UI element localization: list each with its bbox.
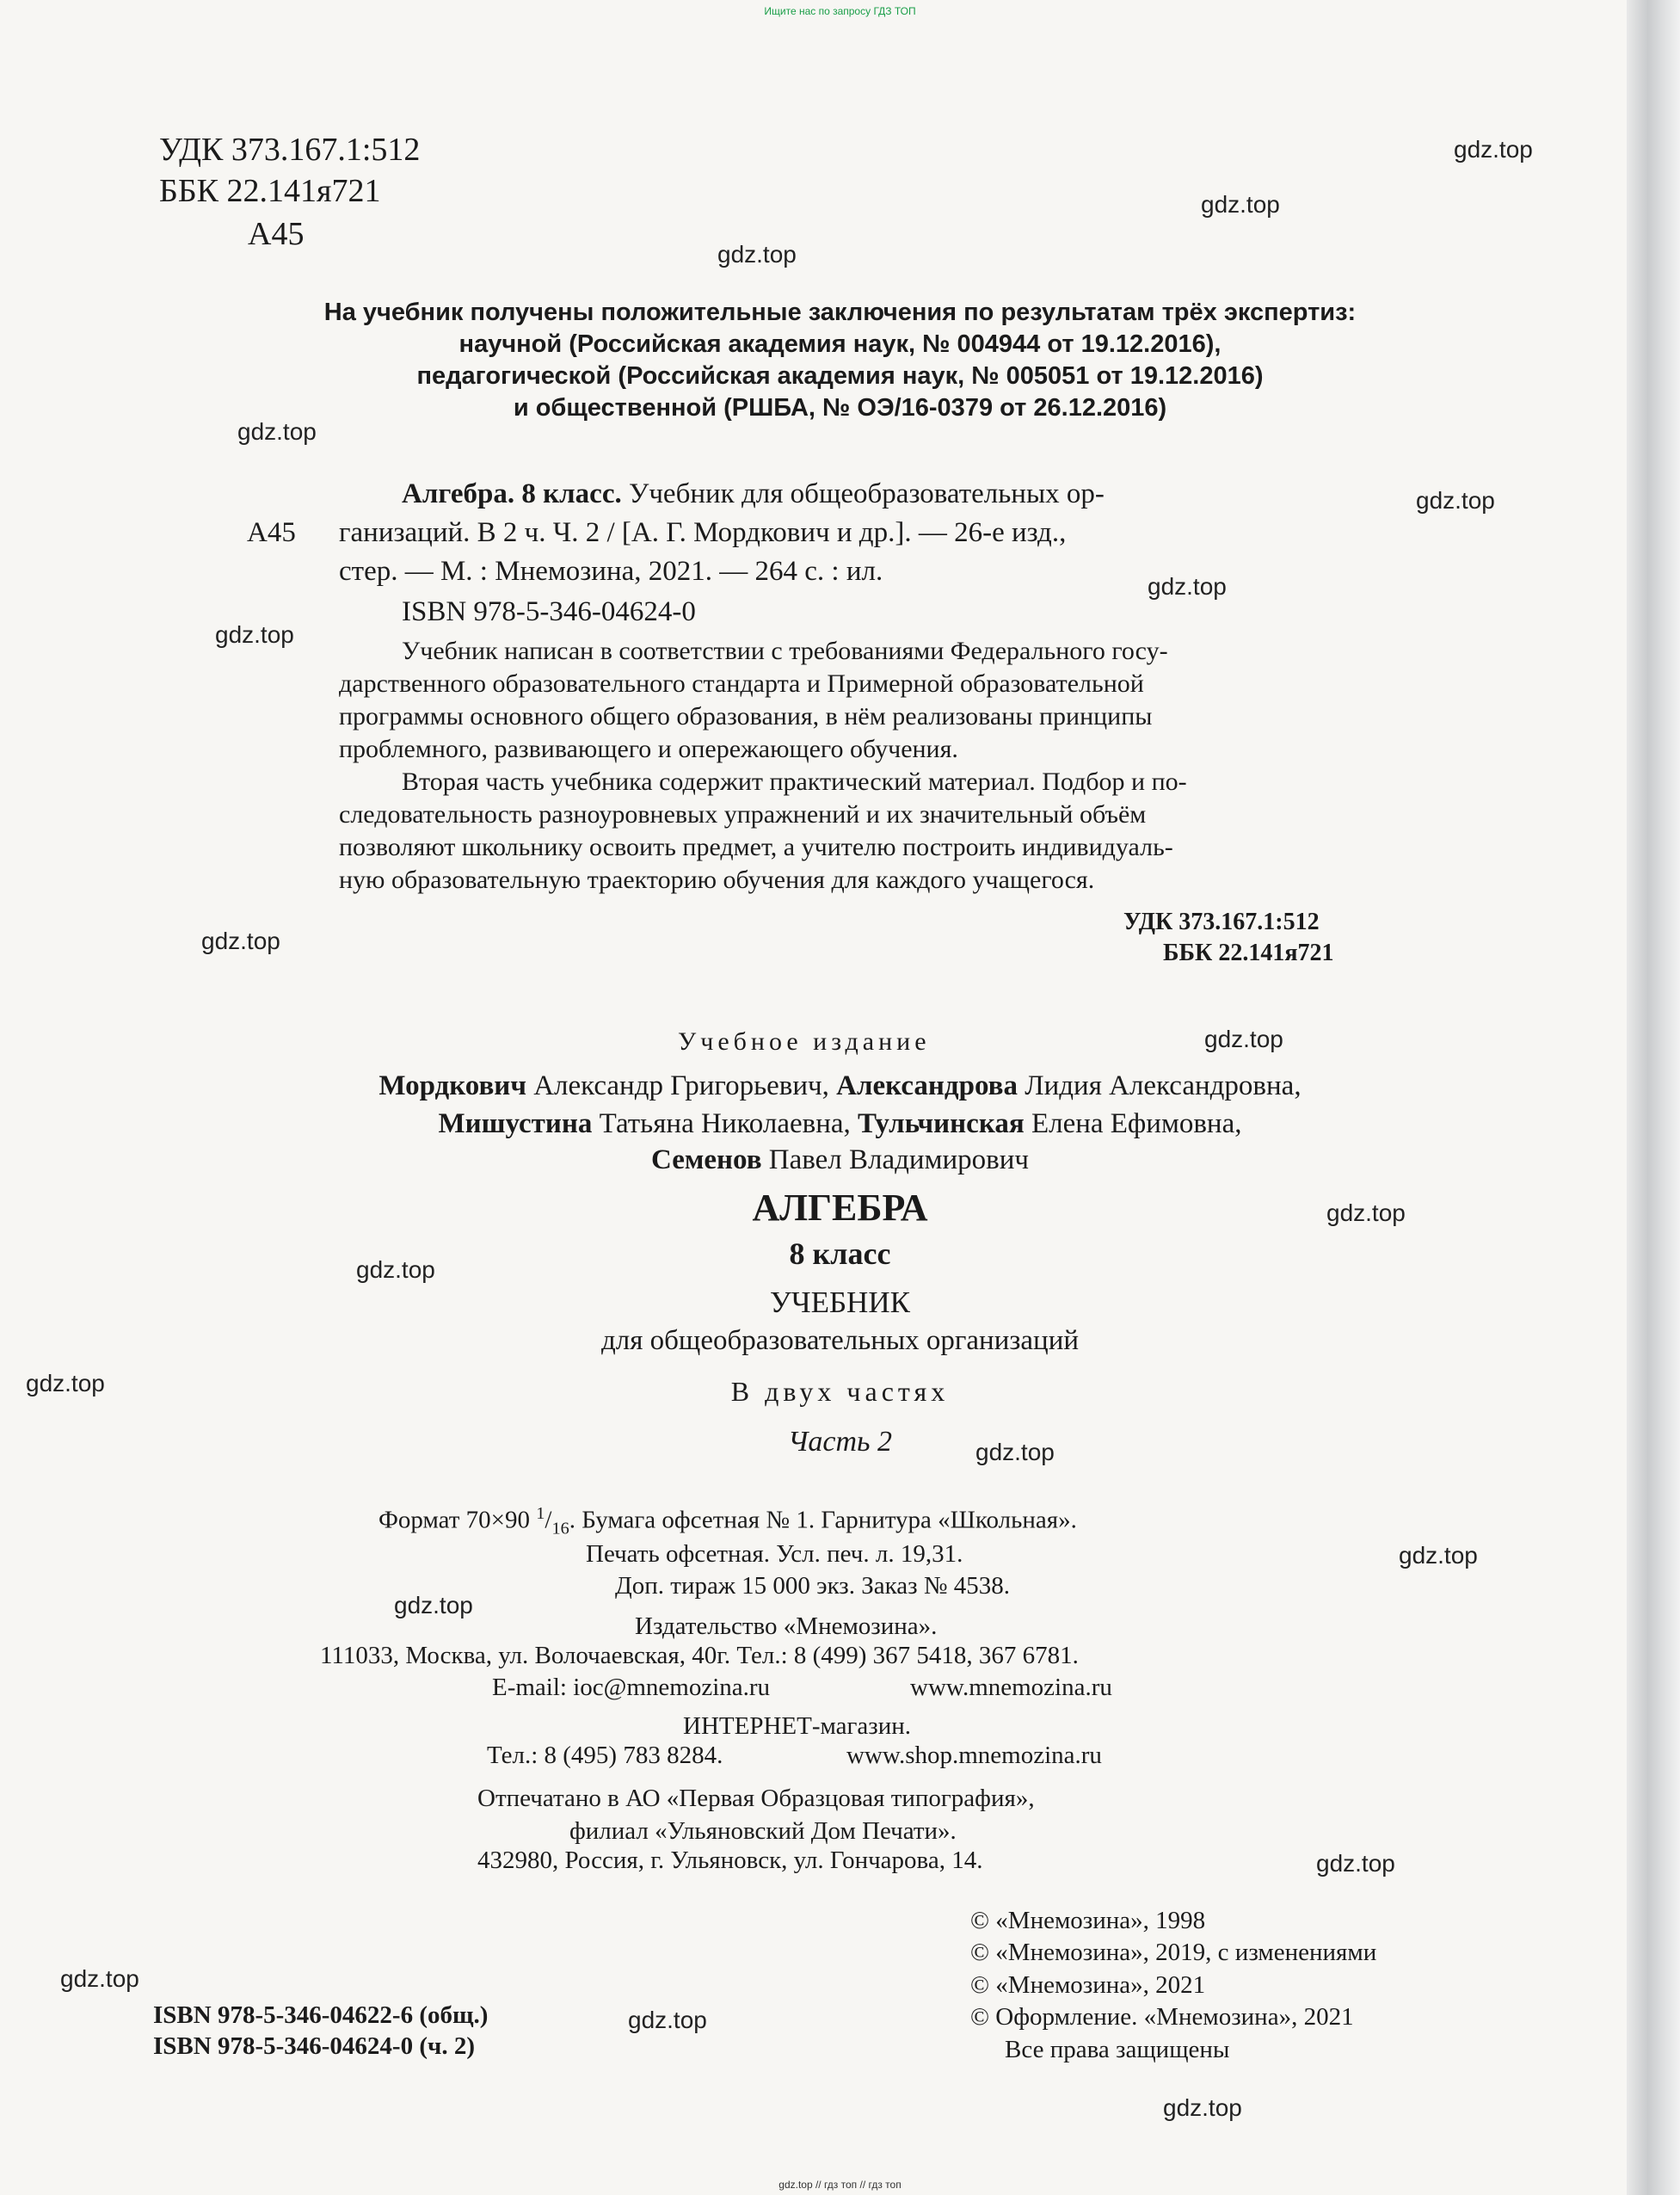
header-bbk: ББК 22.141я721 <box>159 173 381 209</box>
author-2-name: Лидия Александровна, <box>1025 1070 1302 1101</box>
bottom-note: gdz.top // гдз топ // гдз топ <box>778 2179 902 2191</box>
watermark: gdz.top <box>1326 1199 1406 1226</box>
watermark: gdz.top <box>1454 136 1533 163</box>
expertise-line-4: и общественной (РШБА, № ОЭ/16-0379 от 26.12.2016) <box>513 394 1167 422</box>
author-3-surname: Мишустина <box>438 1108 593 1139</box>
book-for: для общеобразовательных организаций <box>600 1325 1080 1356</box>
watermark: gdz.top <box>26 1370 105 1397</box>
isbn-general: ISBN 978-5-346-04622-6 (общ.) <box>153 2001 489 2029</box>
copyright-3: © «Мнемозина», 2021 <box>970 1971 1206 1999</box>
print-line-2: Печать офсетная. Усл. печ. л. 19,31. <box>586 1540 963 1568</box>
author-1-surname: Мордкович <box>378 1070 526 1101</box>
expertise-line-1: На учебник получены положительные заключения по результатам трёх экспертиз: <box>323 299 1357 326</box>
publisher-address: 111033, Москва, ул. Волочаевская, 40г. Тел.: 8 (499) 367 5418, 367 6781. <box>320 1642 1079 1669</box>
watermark: gdz.top <box>237 418 317 445</box>
publisher-name: Издательство «Мнемозина». <box>635 1612 938 1640</box>
edition-label: Учебное издание <box>678 1027 931 1056</box>
author-5-name: Павел Владимирович <box>768 1144 1029 1175</box>
watermark: gdz.top <box>717 241 797 268</box>
watermark: gdz.top <box>394 1592 473 1619</box>
book-type: УЧЕБНИК <box>770 1286 910 1319</box>
catalog-line-2: ганизаций. В 2 ч. Ч. 2 / [А. Г. Мордкович и др.]. — 26-е изд., <box>339 517 1067 548</box>
watermark: gdz.top <box>975 1439 1055 1465</box>
print-format-den: 16 <box>551 1519 569 1538</box>
copyright-2: © «Мнемозина», 2019, с изменениями <box>970 1939 1377 1966</box>
expertise-line-2: научной (Российская академия наук, № 004944 от 19.12.2016), <box>458 330 1222 358</box>
shop-site: www.shop.mnemozina.ru <box>846 1742 1102 1769</box>
watermark: gdz.top <box>356 1256 435 1283</box>
copyright-1: © «Мнемозина», 1998 <box>970 1907 1206 1934</box>
isbn-part-2: ISBN 978-5-346-04624-0 (ч. 2) <box>153 2032 475 2060</box>
authors-line-2 <box>0 1108 1680 1140</box>
annotation-2-line-1: Вторая часть учебника содержит практический материал. Подбор и по- <box>402 768 1187 796</box>
book-grade: 8 класс <box>789 1236 891 1271</box>
watermark: gdz.top <box>1201 191 1280 218</box>
watermark: gdz.top <box>1416 487 1495 514</box>
annotation-2-line-4: ную образовательную траекторию обучения для каждого учащегося. <box>339 866 1095 894</box>
publisher-site: www.mnemozina.ru <box>910 1674 1112 1701</box>
print-line-3: Доп. тираж 15 000 экз. Заказ № 4538. <box>615 1572 1011 1600</box>
publisher-email: E-mail: ioc@mnemozina.ru <box>492 1674 771 1701</box>
catalog-isbn: ISBN 978-5-346-04624-0 <box>402 596 696 627</box>
watermark: gdz.top <box>628 2007 707 2033</box>
annotation-1-line-3: программы основного общего образования, в нём реализованы принципы <box>339 702 1153 731</box>
authors-line-3 <box>0 1144 1680 1176</box>
printed-line-2: филиал «Ульяновский Дом Печати». <box>569 1817 957 1845</box>
shop-label: ИНТЕРНЕТ-магазин. <box>683 1712 912 1740</box>
header-udk: УДК 373.167.1:512 <box>159 132 421 168</box>
annotation-2-line-3: позволяют школьнику освоить предмет, а учителю построить индивидуаль- <box>339 833 1173 861</box>
printed-line-3: 432980, Россия, г. Ульяновск, ул. Гончарова, 14. <box>477 1847 983 1874</box>
catalog-line-3: стер. — М. : Мнемозина, 2021. — 264 с. : ил. <box>339 556 883 587</box>
catalog-line-1 <box>402 478 1105 510</box>
print-format-num: 1 <box>536 1504 545 1523</box>
header-code: А45 <box>248 216 305 252</box>
author-4-surname: Тульчинская <box>858 1108 1025 1139</box>
book-part: Часть 2 <box>787 1426 893 1458</box>
watermark: gdz.top <box>1163 2094 1242 2121</box>
catalog-bbk: ББК 22.141я721 <box>1163 940 1334 966</box>
author-3-name: Татьяна Николаевна, <box>599 1108 851 1139</box>
watermark: gdz.top <box>1316 1850 1395 1877</box>
catalog-line-1-rest: Учебник для общеобразовательных ор- <box>628 478 1105 509</box>
expertise-line-3: педагогической (Российская академия наук, № 005051 от 19.12.2016) <box>416 362 1264 390</box>
book-parts: В двух частях <box>730 1376 950 1407</box>
top-note: Ищите нас по запросу ГДЗ ТОП <box>764 5 916 17</box>
annotation-2-line-2: следовательность разноуровневых упражнений и их значительный объём <box>339 800 1147 829</box>
annotation-1-line-4: проблемного, развивающего и опережающего обучения. <box>339 735 958 763</box>
watermark: gdz.top <box>1148 573 1227 600</box>
copyright-5: Все права защищены <box>1005 2036 1230 2063</box>
copyright-4: © Оформление. «Мнемозина», 2021 <box>970 2003 1354 2031</box>
watermark: gdz.top <box>60 1965 139 1992</box>
catalog-title: Алгебра. 8 класс. <box>402 478 622 509</box>
printed-line-1: Отпечатано в АО «Первая Образцовая типография», <box>477 1785 1035 1812</box>
print-format-prefix: Формат 70×90 <box>378 1506 531 1534</box>
author-1-name: Александр Григорьевич, <box>533 1070 829 1101</box>
print-format-rest: . Бумага офсетная № 1. Гарнитура «Школьная». <box>569 1506 1077 1534</box>
watermark: gdz.top <box>1399 1542 1478 1569</box>
catalog-udk: УДК 373.167.1:512 <box>1123 909 1320 935</box>
author-5-surname: Семенов <box>651 1144 762 1175</box>
book-title: АЛГЕБРА <box>752 1187 928 1229</box>
annotation-1-line-2: дарственного образовательного стандарта и Примерной образовательной <box>339 669 1144 698</box>
watermark: gdz.top <box>215 621 294 648</box>
authors-line-1 <box>0 1070 1680 1102</box>
author-2-surname: Александрова <box>836 1070 1018 1101</box>
author-4-name: Елена Ефимовна, <box>1031 1108 1242 1139</box>
watermark: gdz.top <box>1204 1026 1283 1052</box>
shop-phone: Тел.: 8 (495) 783 8284. <box>487 1742 723 1769</box>
annotation-1-line-1: Учебник написан в соответствии с требованиями Федерального госу- <box>402 637 1168 665</box>
watermark: gdz.top <box>201 928 280 954</box>
catalog-code: А45 <box>247 517 296 548</box>
print-format: Формат 70×90 $^1/_{16}$. Бумага офсетная № 1. Гарнитура «Школьная». <box>378 1504 1077 1538</box>
